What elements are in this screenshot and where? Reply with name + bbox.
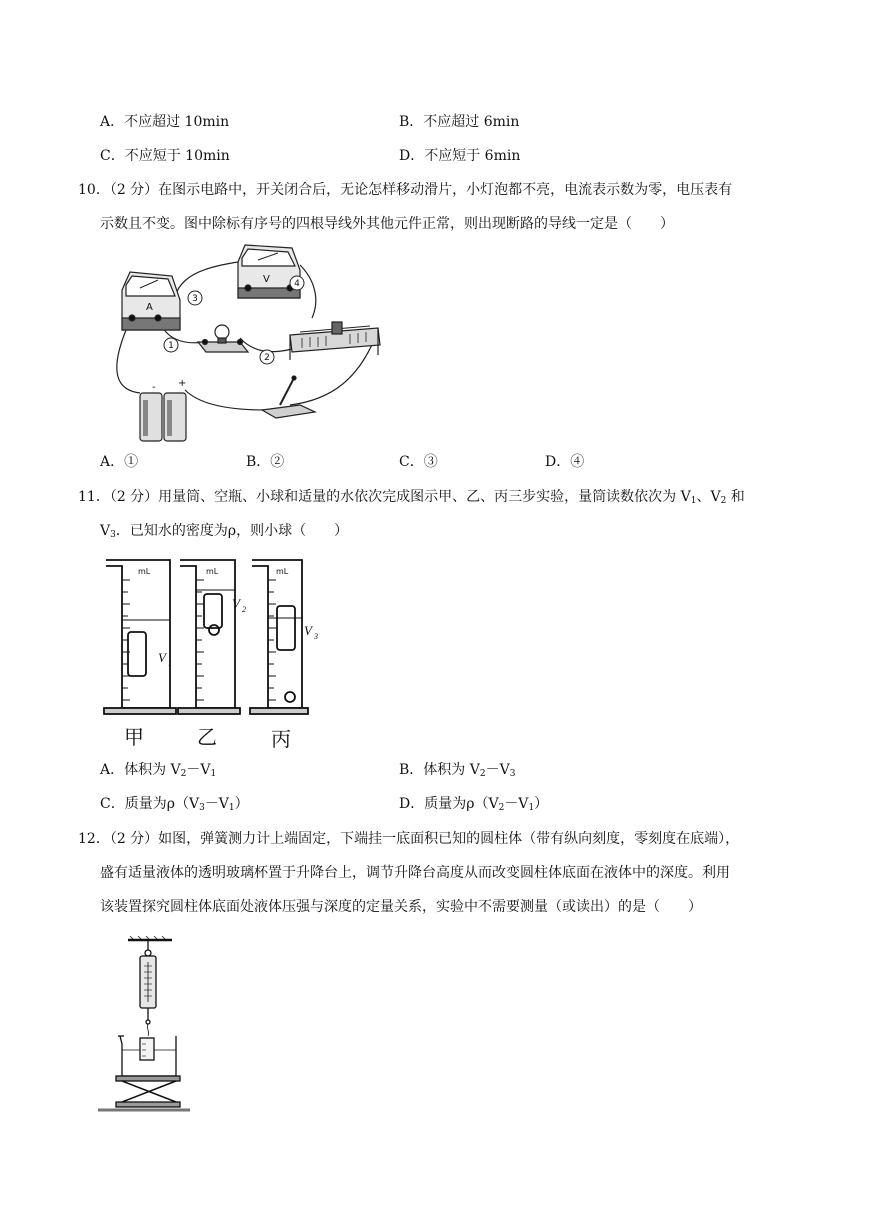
- battery-plus: +: [178, 378, 187, 389]
- q9-option-d: D．不应短于 6min: [399, 148, 521, 164]
- ammeter-letter: A: [146, 302, 153, 313]
- q10-stem-line-2: 示数且不变。图中除标有序号的四根导线外其他元件正常，则出现断路的导线一定是（ ）: [100, 216, 674, 232]
- wire-label-1: 1: [168, 341, 174, 351]
- q12-stem-line-3: 该装置探究圆柱体底面处液体压强与深度的定量关系，实验中不需要测量（或读出）的是（ ）: [100, 899, 702, 915]
- wire-label-4: 4: [294, 279, 300, 289]
- voltmeter-letter: V: [263, 274, 270, 285]
- cylinder-bing-unit: mL: [276, 567, 289, 576]
- label-v2-sub: 2: [242, 605, 246, 614]
- q10-option-a: A．①: [100, 454, 139, 470]
- wire-label-3: 3: [192, 294, 198, 304]
- q10-option-b: B．②: [246, 454, 285, 470]
- q11-option-b: B．体积为 $V_2-V_3$: [399, 762, 516, 779]
- label-bing: 丙: [271, 727, 291, 751]
- q9-option-b: B．不应超过 6min: [399, 114, 520, 130]
- wire-label-2: 2: [264, 353, 270, 363]
- lift-base: [116, 1102, 180, 1107]
- q10-option-d: D．④: [545, 454, 585, 470]
- q9-option-a: A．不应超过 10min: [100, 114, 230, 130]
- q10-option-c: C．③: [399, 454, 438, 470]
- label-jia: 甲: [124, 725, 144, 749]
- battery-minus: -: [152, 382, 156, 393]
- q12-stem-line-1: 12．（2 分）如图，弹簧测力计上端固定，下端挂一底面积已知的圆柱体（带有纵向刻度，零刻度在底端），: [78, 831, 740, 847]
- q11-option-c: C．质量为$\rho(V_3-V_1)$: [100, 796, 249, 813]
- label-v1-sub: 1: [168, 659, 172, 668]
- q11-option-a: A．体积为 $V_2-V_1$: [100, 762, 217, 779]
- cylinder-yi-unit: mL: [206, 567, 219, 576]
- label-v2: V: [232, 596, 240, 611]
- label-v3-sub: 3: [314, 632, 318, 641]
- cylinder-block: [140, 1038, 154, 1060]
- cylinder-jia-unit: mL: [138, 567, 151, 576]
- lift-top: [116, 1076, 180, 1081]
- q12-stem-line-2: 盛有适量液体的透明玻璃杯置于升降台上，调节升降台高度从而改变圆柱体底面在液体中的深度。利用: [100, 865, 730, 881]
- q11-option-d: D．质量为$\rho(V_2-V_1)$: [399, 796, 549, 813]
- label-v1: V: [158, 650, 166, 665]
- q11-stem-line-2: $V_3$．已知水的密度为ρ，则小球（ ）: [100, 523, 349, 540]
- lift-scissor: [122, 1081, 176, 1102]
- q11-stem-line-1: 11．（2 分）用量筒、空瓶、小球和适量的水依次完成图示甲、乙、丙三步实验，量筒读数依次为 $V_1$、$V_2$ 和: [78, 489, 745, 506]
- label-yi: 乙: [197, 725, 217, 749]
- q10-stem-line-1: 10．（2 分）在图示电路中，开关闭合后，无论怎样移动滑片，小灯泡都不亮，电流表示数为零，电压表有: [78, 182, 733, 198]
- q9-option-c: C．不应短于 10min: [100, 148, 230, 164]
- label-v3: V: [304, 623, 312, 638]
